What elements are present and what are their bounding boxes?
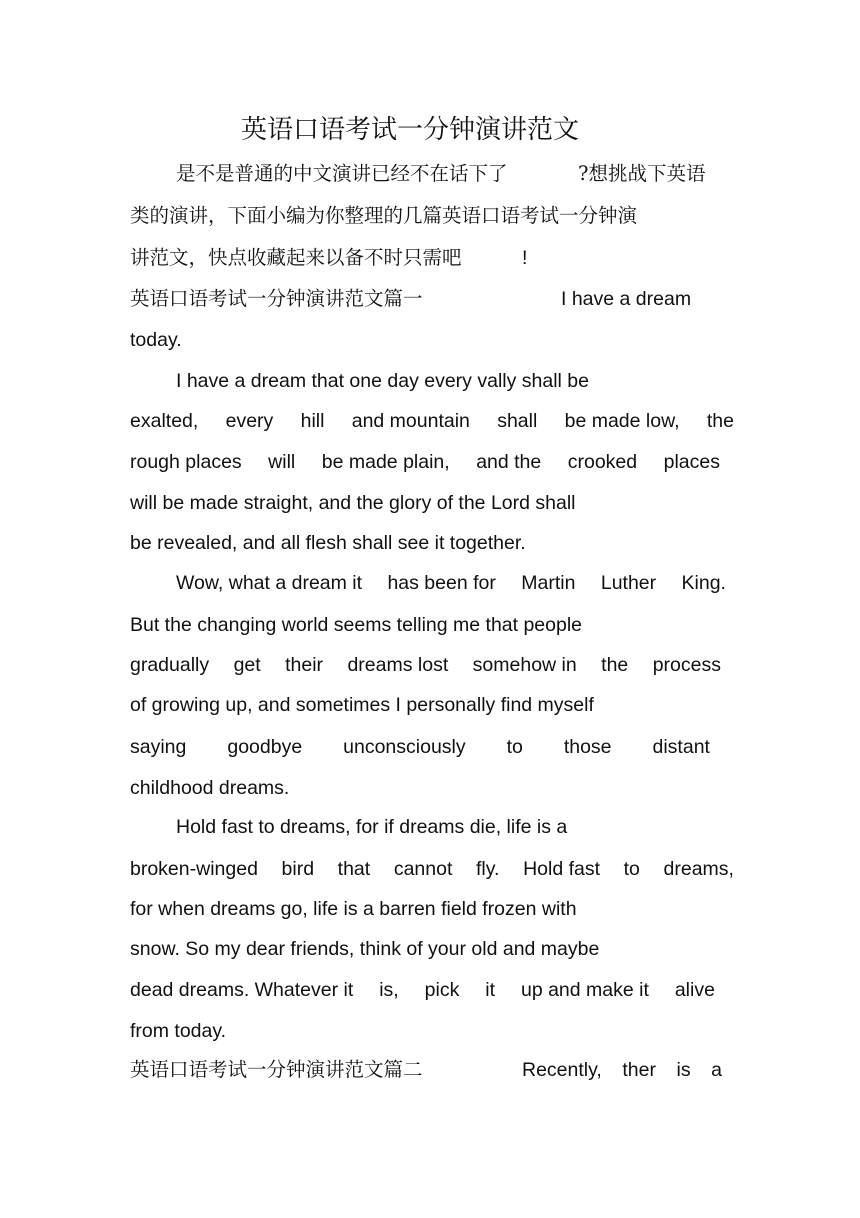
word: to [506, 736, 523, 758]
word: and mountain [351, 410, 470, 432]
word: up and make it [520, 979, 649, 1001]
p1-line-5: be revealed, and all flesh shall see it together. [130, 532, 526, 554]
intro-line-3: 讲范文，快点收藏起来以备不时只需吧 [130, 246, 462, 269]
p1-line-3 [130, 448, 720, 476]
word: their [285, 654, 324, 676]
word: shall [497, 410, 538, 432]
word: distant [652, 736, 710, 758]
p2-line-5 [130, 733, 710, 761]
word: somehow in [472, 654, 577, 676]
section-1-heading: 英语口语考试一分钟演讲范文篇一 [130, 287, 423, 310]
word: will [268, 451, 296, 473]
word: process [652, 654, 721, 676]
word: a [711, 1059, 722, 1081]
p3-line-3: for when dreams go, life is a barren field frozen with [130, 898, 577, 920]
word: exalted, [130, 410, 199, 432]
p1-line-1: I have a dream that one day every vally shall be [176, 370, 589, 392]
intro-line-3-mark: ! [522, 247, 528, 269]
word: every [225, 410, 274, 432]
word: Luther [600, 572, 657, 594]
word: saying [130, 736, 187, 758]
word: broken-winged [130, 858, 258, 880]
word: Hold fast [523, 858, 601, 880]
word: the [601, 654, 629, 676]
intro-line-1 [176, 160, 508, 188]
word: be made low, [564, 410, 680, 432]
p2-line-1 [176, 569, 726, 597]
word: crooked [567, 451, 638, 473]
p2-line-6: childhood dreams. [130, 777, 290, 799]
word: is [676, 1059, 691, 1081]
word: fly. [475, 858, 500, 880]
p3-line-5 [130, 976, 715, 1004]
p3-line-6: from today. [130, 1020, 227, 1042]
word: that [337, 858, 371, 880]
word: it [485, 979, 496, 1001]
section-2-heading: 英语口语考试一分钟演讲范文篇二 [130, 1058, 423, 1081]
p3-line-1: Hold fast to dreams, for if dreams die, life is a [176, 816, 568, 838]
word: rough places [130, 451, 242, 473]
word: dreams lost [347, 654, 449, 676]
word: Martin [521, 572, 576, 594]
word: alive [674, 979, 715, 1001]
word: pick [424, 979, 460, 1001]
document-title: 英语口语考试一分钟演讲范文 [240, 115, 579, 145]
word: bird [281, 858, 315, 880]
section-2-heading-tail [522, 1056, 722, 1084]
word: dead dreams. Whatever it [130, 979, 354, 1001]
p2-line-4: of growing up, and sometimes I personally find myself [130, 694, 594, 716]
p2-line-2: But the changing world seems telling me that people [130, 614, 583, 636]
word: the [706, 410, 734, 432]
word: hill [300, 410, 325, 432]
word: has been for [387, 572, 496, 594]
p1-line-2 [130, 407, 734, 435]
p2-line-3 [130, 651, 721, 679]
word: be made plain, [321, 451, 450, 473]
word: those [563, 736, 612, 758]
intro-line-1-text: 是不是普通的中文演讲已经不在话下了 [176, 162, 508, 185]
word: goodbye [227, 736, 303, 758]
word: get [233, 654, 261, 676]
word: King. [681, 572, 726, 594]
word: unconsciously [343, 736, 466, 758]
intro-line-2: 类的演讲，下面小编为你整理的几篇英语口语考试一分钟演 [130, 204, 638, 227]
p1-line-4: will be made straight, and the glory of the Lord shall [130, 492, 576, 514]
p3-line-4: snow. So my dear friends, think of your old and maybe [130, 938, 600, 960]
section-1-heading-cont: today. [130, 329, 182, 351]
word: and the [476, 451, 542, 473]
intro-line-1-tail: ?想挑战下英语 [578, 162, 706, 185]
word: to [623, 858, 640, 880]
word: Wow, what a dream it [176, 572, 363, 594]
word: Recently, [522, 1059, 602, 1081]
word: dreams, [663, 858, 734, 880]
word: cannot [393, 858, 453, 880]
word: gradually [130, 654, 210, 676]
p3-line-2 [130, 855, 734, 883]
word: is, [379, 979, 399, 1001]
section-1-heading-tail: I have a dream [561, 288, 692, 310]
word: ther [622, 1059, 656, 1081]
word: places [663, 451, 720, 473]
